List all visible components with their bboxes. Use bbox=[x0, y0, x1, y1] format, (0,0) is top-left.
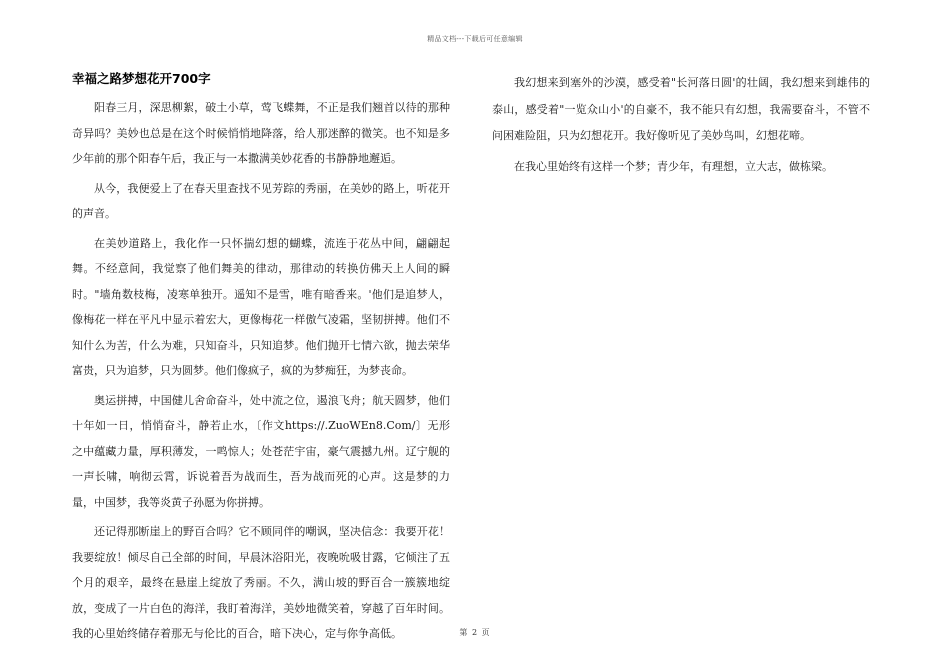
paragraph: 还记得那断崖上的野百合吗？它不顾同伴的嘲讽，坚决信念：我要开花！我要绽放！倾尽自己全部的时间，早晨沐浴阳光，夜晚吮吸甘露，它倾注了五个月的艰辛，最终在悬崖上绽放了秀丽。不久，满山坡的野百合一簇簇地绽放，变成了一片白色的海洋，我盯着海洋，美妙地微笑着，穿越了百年时间。我的心里始终储存着那无与伦比的百合，暗下决心，定与你争高低。 bbox=[72, 525, 450, 640]
page-header: 精品文档---下载后可任意编辑 bbox=[427, 35, 523, 43]
paragraph: 在我心里始终有这样一个梦；青少年，有理想，立大志，做栋梁。 bbox=[514, 159, 833, 173]
paragraph: 从今，我便爱上了在春天里查找不见芳踪的秀丽，在美妙的路上，听花开的声音。 bbox=[72, 181, 450, 220]
right-column bbox=[492, 70, 870, 184]
paragraph: 阳春三月，深思柳絮，破土小草，莺飞蝶舞，不正是我们翘首以待的那种奇异吗？美妙也总是在这个时候悄悄地降落，给人那迷醉的微笑。也不知是多少年前的那个阳春午后，我正与一本撒满美妙花香的书静静地邂逅。 bbox=[72, 101, 450, 165]
paragraph: 在美妙道路上，我化作一只怀揣幻想的蝴蝶，流连于花丛中间，翩翩起舞。不经意间，我觉察了他们舞美的律动，那律动的转换仿佛天上人间的瞬时。"墙角数枝梅，凌寒单独开。遥知不是雪，唯有暗香来。'他们是追梦人，像梅花一样在平凡中显示着宏大，更像梅花一样傲气凌霜，坚韧拼搏。他们不知什么为苦，什么为难，只知奋斗，只知追梦。他们抛开七情六欲，抛去荣华富贵，只为追梦，只为圆梦。他们像疯子，疯的为梦痴狂，为梦丧命。 bbox=[72, 236, 450, 377]
page-number: 第 2 页 bbox=[459, 628, 491, 637]
left-column bbox=[72, 70, 450, 651]
paragraph: 奥运拼搏，中国健儿舍命奋斗，处中流之位，遏浪飞舟；航天圆梦，他们十年如一日，悄悄奋斗，静若止水，〔作文https://.ZuoWEn8.Com/〕无形之中蕴藏力量，厚积薄发，一鸣惊人；处苍茫宇宙，豪气震撼九州。辽宁舰的一声长啸，响彻云霄，诉说着吾为战而生，吾为战而死的心声。这是梦的力量，中国梦，我等炎黄子孙愿为你拼搏。 bbox=[72, 393, 450, 509]
paragraph: 我幻想来到塞外的沙漠，感受着"长河落日圆'的壮阔，我幻想来到雄伟的泰山，感受着"一览众山小'的自豪不，我不能只有幻想，我需要奋斗，不管不问困难险阻，只为幻想花开。我好像听见了美妙鸟叫，幻想花啼。 bbox=[492, 76, 870, 142]
article-title: 幸福之路梦想花开700字 bbox=[72, 71, 211, 86]
